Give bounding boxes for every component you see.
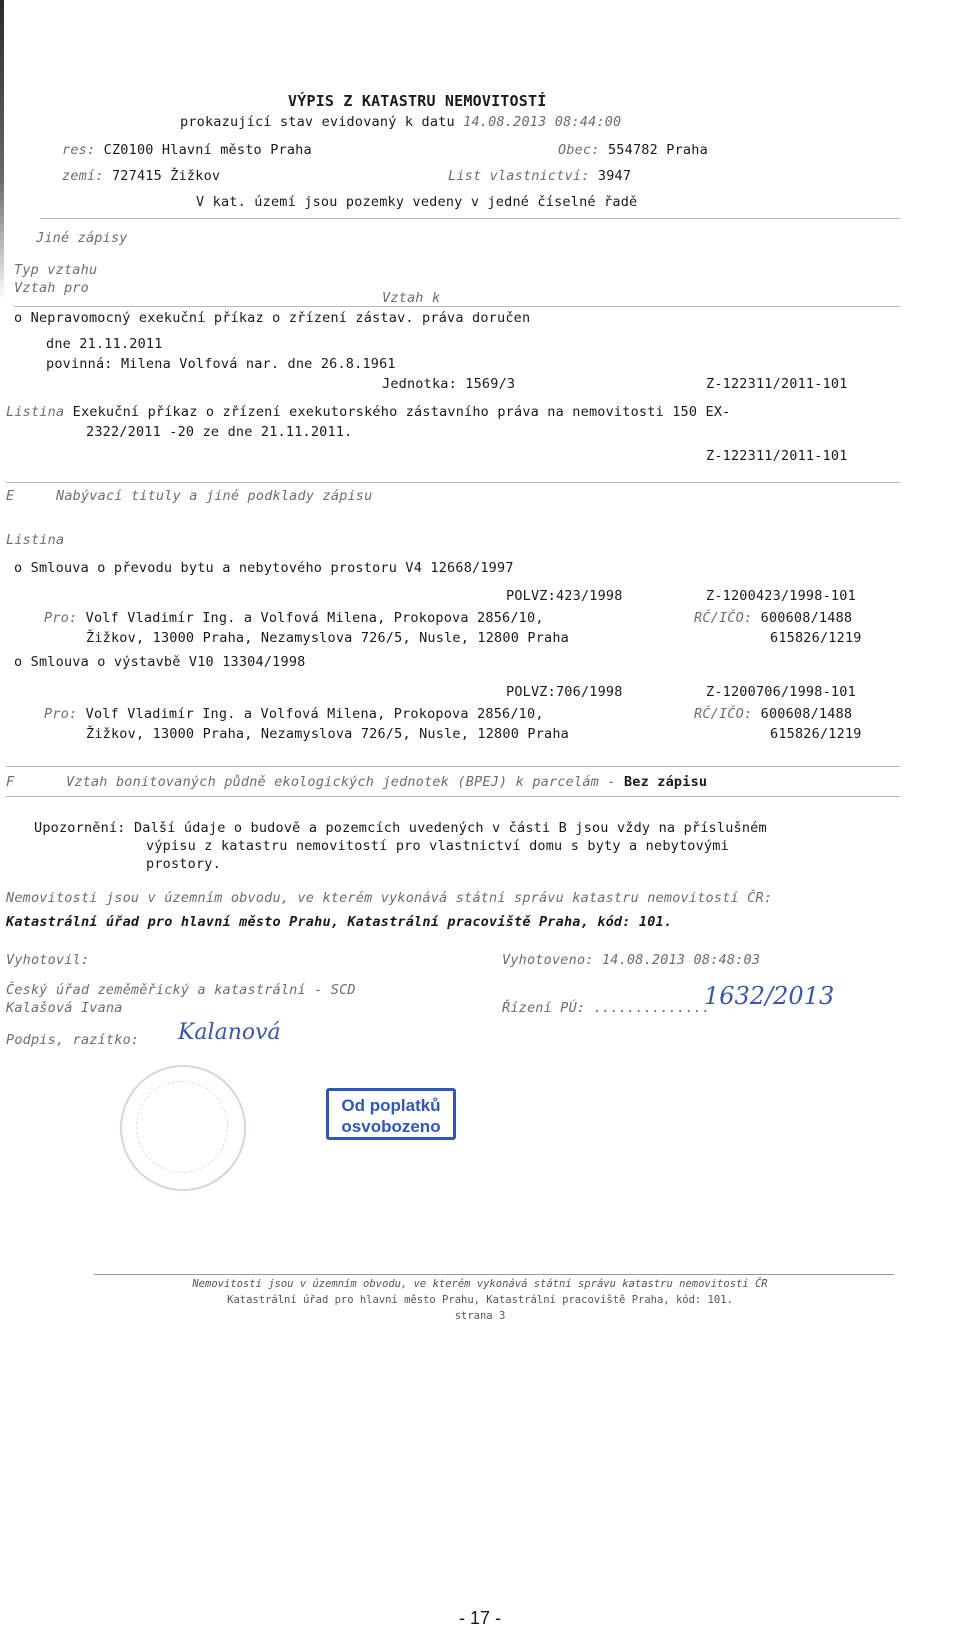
notice-row xyxy=(34,820,767,836)
item-2-pro-line1: Volf Vladimír Ing. a Volfová Milena, Prokopova 2856/10, xyxy=(85,706,544,722)
signoff-person: Kalašová Ivana xyxy=(6,1000,123,1016)
office-line1: Nemovitosti jsou v územním obvodu, ve kterém vykonává státní správu katastru nemovitostí ČR: xyxy=(6,890,773,906)
section-f-heading: Vztah bonitovaných půdně ekologických jednotek (BPEJ) k parcelám - xyxy=(66,774,616,790)
section-d-heading: Jiné zápisy xyxy=(36,230,128,246)
section-e-letter: E xyxy=(6,488,15,504)
office-line2: Katastrální úřad pro hlavní město Prahu, Katastrální pracoviště Praha, kód: 101. xyxy=(6,914,673,930)
rizeni-label: Řízení PÚ: xyxy=(502,1000,586,1016)
item-1-pro-line2: Žižkov, 13000 Praha, Nezamyslova 726/5, Nusle, 12800 Praha xyxy=(86,630,570,646)
obec-label: Obec: xyxy=(558,142,600,158)
subtitle-date: 14.08.2013 08:44:00 xyxy=(463,114,622,130)
section-f-value: Bez zápisu xyxy=(623,774,708,790)
ref-1: Z-122311/2011-101 xyxy=(706,376,848,392)
lv-label: List vlastnictví: xyxy=(448,168,590,184)
footer-line1: Nemovitosti jsou v územním obvodu, ve kterém vykonává státní správu katastru nemovitostí ČR xyxy=(192,1278,768,1290)
item-2-title: o Smlouva o výstavbě V10 13304/1998 xyxy=(14,654,306,670)
col-typ-vztahu: Typ vztahu xyxy=(14,262,98,278)
vyhotoveno-value: 14.08.2013 08:48:03 xyxy=(601,952,761,968)
item-2-polvz: POLVZ:706/1998 xyxy=(506,684,623,700)
item-1-ref: Z-1200423/1998-101 xyxy=(706,588,856,604)
item-1-rc2: 615826/1219 xyxy=(770,630,862,646)
item-2-rc1: 600608/1488 xyxy=(760,706,853,722)
divider xyxy=(6,482,900,483)
obec-value: 554782 Praha xyxy=(607,142,708,158)
lv-row xyxy=(448,168,631,184)
section-f-row xyxy=(66,774,707,790)
item-2-pro-line2: Žižkov, 13000 Praha, Nezamyslova 726/5, Nusle, 12800 Praha xyxy=(86,726,570,742)
rizeni-handwritten: 1632/2013 xyxy=(704,982,835,1010)
scan-edge xyxy=(0,0,4,300)
divider xyxy=(6,766,900,767)
section-e-heading: Nabývací tituly a jiné podklady zápisu xyxy=(56,488,373,504)
vyhotoveno-label: Vyhotoveno: xyxy=(502,952,594,968)
section-f-letter: F xyxy=(6,774,15,790)
item-2-rc2: 615826/1219 xyxy=(770,726,862,742)
entry-line2: dne 21.11.2011 xyxy=(46,336,163,352)
listina-text1: Exekuční příkaz o zřízení exekutorského zástavního práva na nemovitosti 150 EX- xyxy=(72,404,731,420)
obec-row xyxy=(558,142,708,158)
item-2-ref: Z-1200706/1998-101 xyxy=(706,684,856,700)
listina-row xyxy=(6,404,731,420)
fee-exempt-line1: Od poplatků xyxy=(341,1096,441,1115)
item-2-pro xyxy=(44,706,544,722)
listina-text2: 2322/2011 -20 ze dne 21.11.2011. xyxy=(86,424,353,440)
subtitle-prefix: prokazující stav evidovaný k datu xyxy=(180,114,455,130)
fee-exempt-stamp xyxy=(326,1088,456,1140)
uzemi-row xyxy=(62,168,220,184)
rizeni-dots: .............. xyxy=(593,1000,711,1016)
footer-divider xyxy=(94,1274,894,1275)
entry-line3: povinná: Milena Volfová nar. dne 26.8.1961 xyxy=(46,356,396,372)
entry-line1: o Nepravomocný exekuční příkaz o zřízení zástav. práva doručen xyxy=(14,310,531,326)
okres-label: res: xyxy=(62,142,96,158)
fee-exempt-line2: osvobozeno xyxy=(341,1117,441,1136)
listina-label: Listina xyxy=(6,404,65,420)
item-1-pro-label: Pro: xyxy=(44,610,78,626)
notice-line2: výpisu z katastru nemovitostí pro vlastnictví domu s byty a nebytovými xyxy=(146,838,729,854)
kat-note: V kat. území jsou pozemky vedeny v jedné číselné řadě xyxy=(196,194,638,210)
item-2-pro-label: Pro: xyxy=(44,706,78,722)
signoff-org: Český úřad zeměměřický a katastrální - SCD xyxy=(6,982,356,998)
okres-value: CZ0100 Hlavní město Praha xyxy=(103,142,312,158)
item-1-polvz: POLVZ:423/1998 xyxy=(506,588,623,604)
subtitle xyxy=(180,114,621,130)
item-1-pro xyxy=(44,610,544,626)
notice-label: Upozornění: xyxy=(34,820,126,836)
col-vztah-k: Vztah k xyxy=(382,290,441,306)
item-1-rc xyxy=(694,610,852,626)
rizeni-row xyxy=(502,1000,710,1016)
col-vztah-pro: Vztah pro xyxy=(14,280,89,296)
item-2-rc-label: RČ/IČO: xyxy=(694,706,753,722)
round-stamp xyxy=(120,1065,246,1191)
vyhotovil-label: Vyhotovil: xyxy=(6,952,90,968)
item-2-rc xyxy=(694,706,852,722)
item-1-rc-label: RČ/IČO: xyxy=(694,610,753,626)
divider xyxy=(14,306,900,307)
page-title: VÝPIS Z KATASTRU NEMOVITOSTÍ xyxy=(288,92,547,110)
uzemi-label: zemí: xyxy=(62,168,104,184)
uzemi-value: 727415 Žižkov xyxy=(111,168,221,184)
section-e-listina-label: Listina xyxy=(6,532,65,548)
vyhotoveno-row xyxy=(502,952,760,968)
podpis-label: Podpis, razítko: xyxy=(6,1032,140,1048)
divider xyxy=(6,796,900,797)
ref-2: Z-122311/2011-101 xyxy=(706,448,848,464)
page-number: - 17 - xyxy=(458,1608,501,1628)
item-1-pro-line1: Volf Vladimír Ing. a Volfová Milena, Prokopova 2856/10, xyxy=(85,610,544,626)
okres-row xyxy=(62,142,312,158)
divider xyxy=(40,218,900,219)
footer-line2: Katastrální úřad pro hlavní město Prahu, Katastrální pracoviště Praha, kód: 101. xyxy=(227,1294,733,1306)
jednotka: Jednotka: 1569/3 xyxy=(382,376,516,392)
lv-value: 3947 xyxy=(597,168,632,184)
item-1-rc1: 600608/1488 xyxy=(760,610,853,626)
notice-line3: prostory. xyxy=(146,856,221,872)
footer-page: strana 3 xyxy=(454,1310,506,1322)
notice-line1: Další údaje o budově a pozemcích uvedených v části B jsou vždy na příslušném xyxy=(133,820,767,836)
item-1-title: o Smlouva o převodu bytu a nebytového prostoru V4 12668/1997 xyxy=(14,560,514,576)
signature: Kalanová xyxy=(178,1020,281,1045)
